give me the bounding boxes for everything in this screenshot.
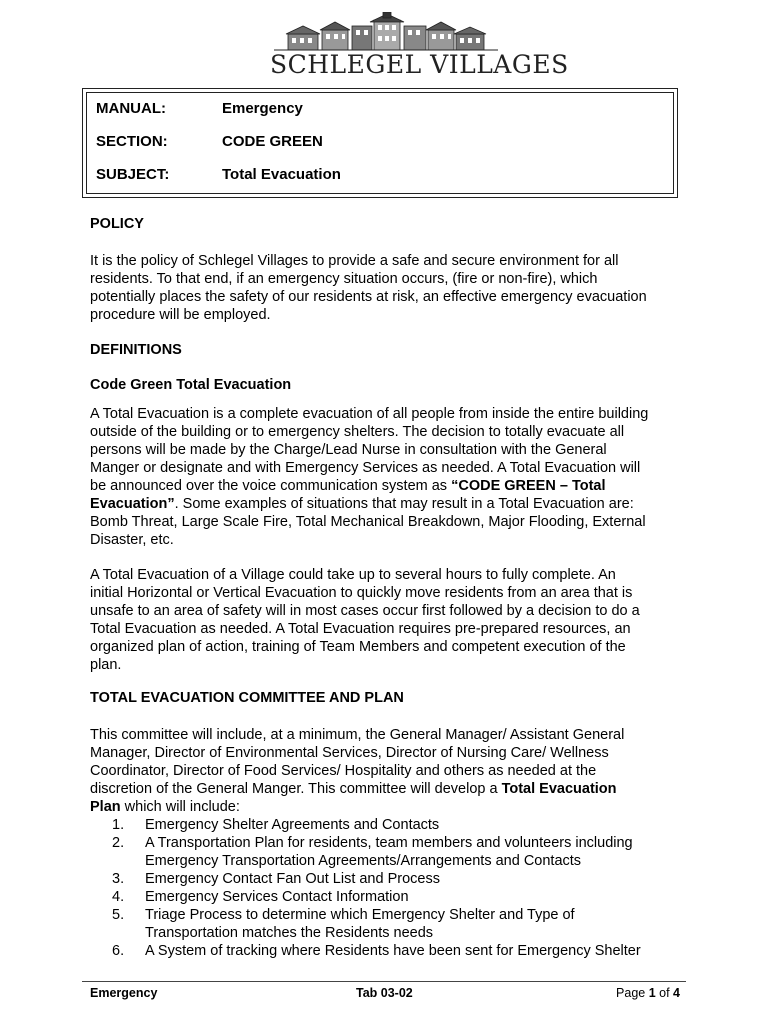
policy-heading: POLICY	[90, 216, 144, 232]
section-label: SECTION:	[96, 133, 168, 150]
subject-label: SUBJECT:	[96, 166, 170, 183]
committee-paragraph: This committee will include, at a minimum, the General Manager/ Assistant General Manager, Director of Environmental Services, Director of Nursing Care/ Wellness Coordinator, Director of Food Services/ Hospitality and others as needed at the discretion of the General Manger. This committee will develop a Total Evacuation Plan which will include:	[90, 727, 625, 815]
list-item: 5. Triage Process to determine which Emergency Shelter and Type of Transportation matches the Residents needs	[112, 907, 575, 941]
list-item: 1. Emergency Shelter Agreements and Contacts	[112, 817, 440, 833]
footer-tab: Tab 03-02	[356, 986, 413, 1000]
list-item: 3. Emergency Contact Fan Out List and Process	[112, 871, 440, 887]
document-header-box	[82, 88, 678, 198]
logo-wordmark: SCHLEGEL VILLAGES	[270, 50, 569, 79]
footer-page-number: Page 1 of 4	[616, 986, 680, 1000]
schlegel-villages-logo	[270, 12, 569, 79]
section-value: CODE GREEN	[222, 133, 323, 150]
list-item: 2. A Transportation Plan for residents, team members and volunteers including Emergency Transportation Agreements/Arrangements and Contacts	[112, 835, 633, 869]
manual-label: MANUAL:	[96, 100, 166, 117]
policy-paragraph: It is the policy of Schlegel Villages to provide a safe and secure environment for all residents. To that end, if an emergency situation occurs, (fire or non-fire), which potentially places the safety of our residents at risk, an effective emergency evacuation procedure will be employed.	[90, 253, 647, 323]
subject-value: Total Evacuation	[222, 166, 341, 183]
committee-heading: TOTAL EVACUATION COMMITTEE AND PLAN	[90, 690, 404, 706]
manual-value: Emergency	[222, 100, 303, 117]
list-item: 6. A System of tracking where Residents have been sent for Emergency Shelter	[112, 943, 641, 959]
list-item: 4. Emergency Services Contact Information	[112, 889, 409, 905]
definition-paragraph: A Total Evacuation is a complete evacuation of all people from inside the entire building outside of the building or to emergency shelters. The decision to totally evacuate all persons will be made by the Charge/Lead Nurse in consultation with the General Manger or designate and with Emergency Services as needed. A Total Evacuation will be announced over the voice communication system as “CODE GREEN – Total Evacuation”. Some examples of situations that may result in a Total Evacuation are: Bomb Threat, Large Scale Fire, Total Mechanical Breakdown, Major Flooding, External Disaster, etc.	[90, 406, 649, 548]
plan-items-list	[90, 816, 690, 960]
evacuation-duration-paragraph: A Total Evacuation of a Village could take up to several hours to fully complete. An initial Horizontal or Vertical Evacuation to quickly move residents from an area that is unsafe to an area of safety will in most cases occur first followed by a decision to do a Total Evacuation as needed. A Total Evacuation requires pre-prepared resources, an organized plan of action, training of Team Members and competent execution of the plan.	[90, 567, 640, 673]
definitions-heading: DEFINITIONS	[90, 342, 182, 358]
footer-divider	[82, 981, 686, 982]
code-green-subheading: Code Green Total Evacuation	[90, 377, 292, 393]
footer-manual: Emergency	[90, 986, 158, 1000]
village-buildings-icon	[270, 12, 502, 52]
